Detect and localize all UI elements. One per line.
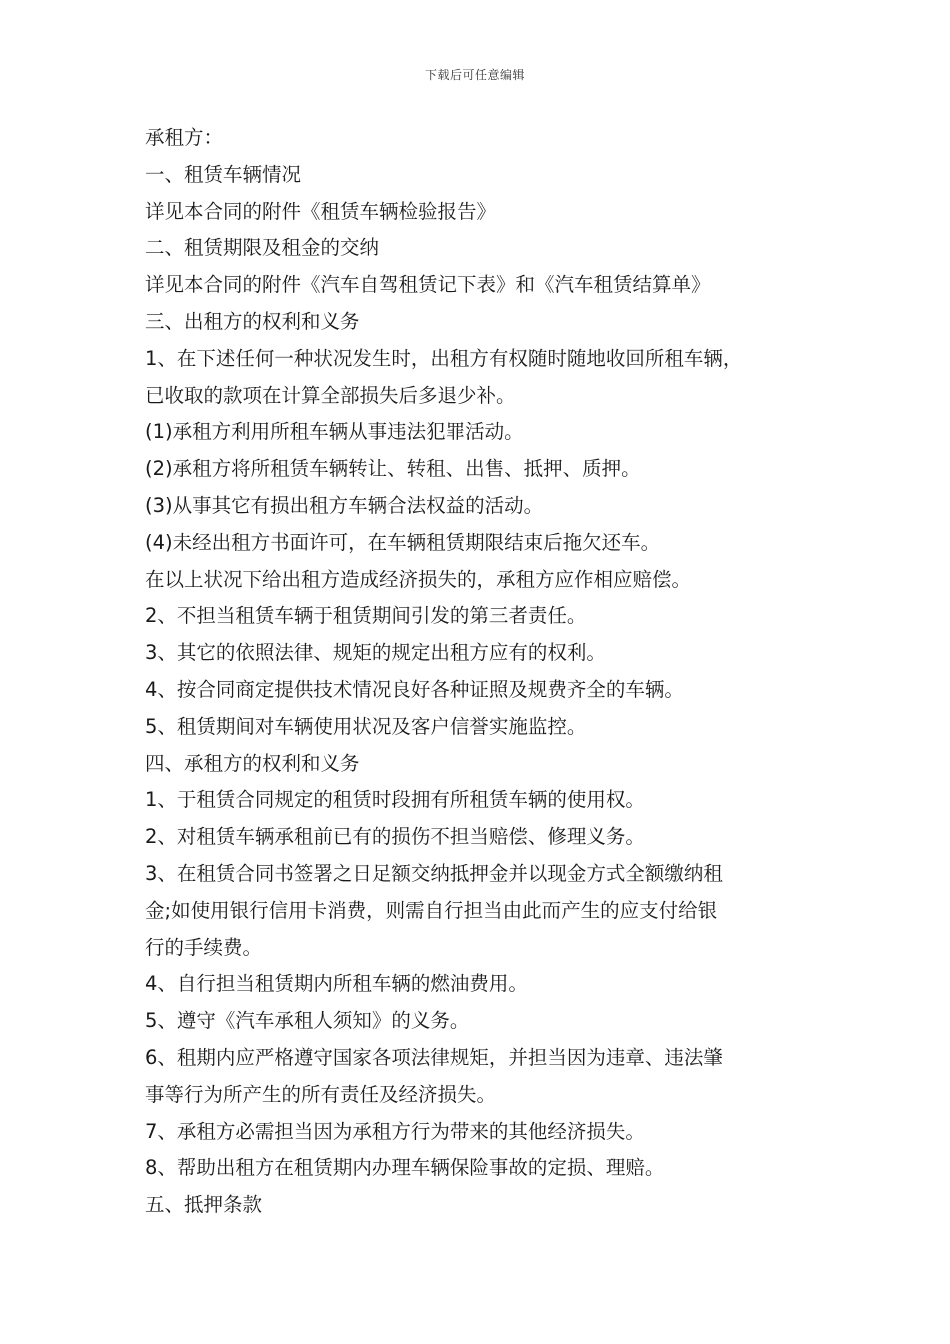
text-line: 5、租赁期间对车辆使用状况及客户信誉实施监控。 — [145, 714, 587, 738]
text-line: 8、帮助出租方在租赁期内办理车辆保险事故的定损、理赔。 — [145, 1156, 665, 1180]
contract-body — [145, 120, 825, 1224]
text-line: 2、不担当租赁车辆于租赁期间引发的第三者责任。 — [145, 604, 587, 628]
text-line: 承租方： — [145, 126, 224, 149]
text-line: 在以上状况下给出租方造成经济损失的，承租方应作相应赔偿。 — [145, 567, 692, 591]
section-heading: 二、租赁期限及租金的交纳 — [145, 236, 380, 260]
text-line: 详见本合同的附件《租赁车辆检验报告》 — [145, 199, 497, 223]
text-line: 已收取的款项在计算全部损失后多退少补。 — [145, 383, 516, 407]
text-line: 5、遵守《汽车承租人须知》的义务。 — [145, 1009, 470, 1033]
section-heading: 五、抵押条款 — [145, 1193, 263, 1217]
text-line: 3、在租赁合同书签署之日足额交纳抵押金并以现金方式全额缴纳租 — [145, 861, 723, 885]
text-line: (1)承租方利用所租车辆从事违法犯罪活动。 — [145, 420, 524, 444]
text-line: 4、按合同商定提供技术情况良好各种证照及规费齐全的车辆。 — [145, 677, 684, 701]
text-line: 行的手续费。 — [145, 935, 263, 959]
text-line: (2)承租方将所租赁车辆转让、转租、出售、抵押、质押。 — [145, 457, 641, 481]
text-line: 1、在下述任何一种状况发生时，出租方有权随时随地收回所租车辆， — [145, 346, 743, 370]
text-line: 事等行为所产生的所有责任及经济损失。 — [145, 1082, 497, 1106]
text-line: 详见本合同的附件《汽车自驾租赁记下表》和《汽车租赁结算单》 — [145, 273, 711, 297]
text-line: 7、承租方必需担当因为承租方行为带来的其他经济损失。 — [145, 1119, 645, 1143]
text-line: 3、其它的依照法律、规矩的规定出租方应有的权利。 — [145, 641, 606, 665]
section-heading: 三、出租方的权利和义务 — [145, 309, 360, 333]
text-line: 4、自行担当租赁期内所租车辆的燃油费用。 — [145, 972, 528, 996]
text-line: 1、于租赁合同规定的租赁时段拥有所租赁车辆的使用权。 — [145, 788, 645, 812]
header-note: 下载后可任意编辑 — [424, 68, 525, 82]
text-line: (4)未经出租方书面许可，在车辆租赁期限结束后拖欠还车。 — [145, 530, 661, 554]
text-line: (3)从事其它有损出租方车辆合法权益的活动。 — [145, 493, 544, 517]
text-line: 2、对租赁车辆承租前已有的损伤不担当赔偿、修理义务。 — [145, 825, 645, 849]
text-line: 金;如使用银行信用卡消费，则需自行担当由此而产生的应支付给银 — [145, 898, 718, 922]
text-line: 6、租期内应严格遵守国家各项法律规矩，并担当因为违章、违法肇 — [145, 1045, 723, 1069]
section-heading: 四、承租方的权利和义务 — [145, 751, 360, 775]
section-heading: 一、租赁车辆情况 — [145, 162, 302, 186]
